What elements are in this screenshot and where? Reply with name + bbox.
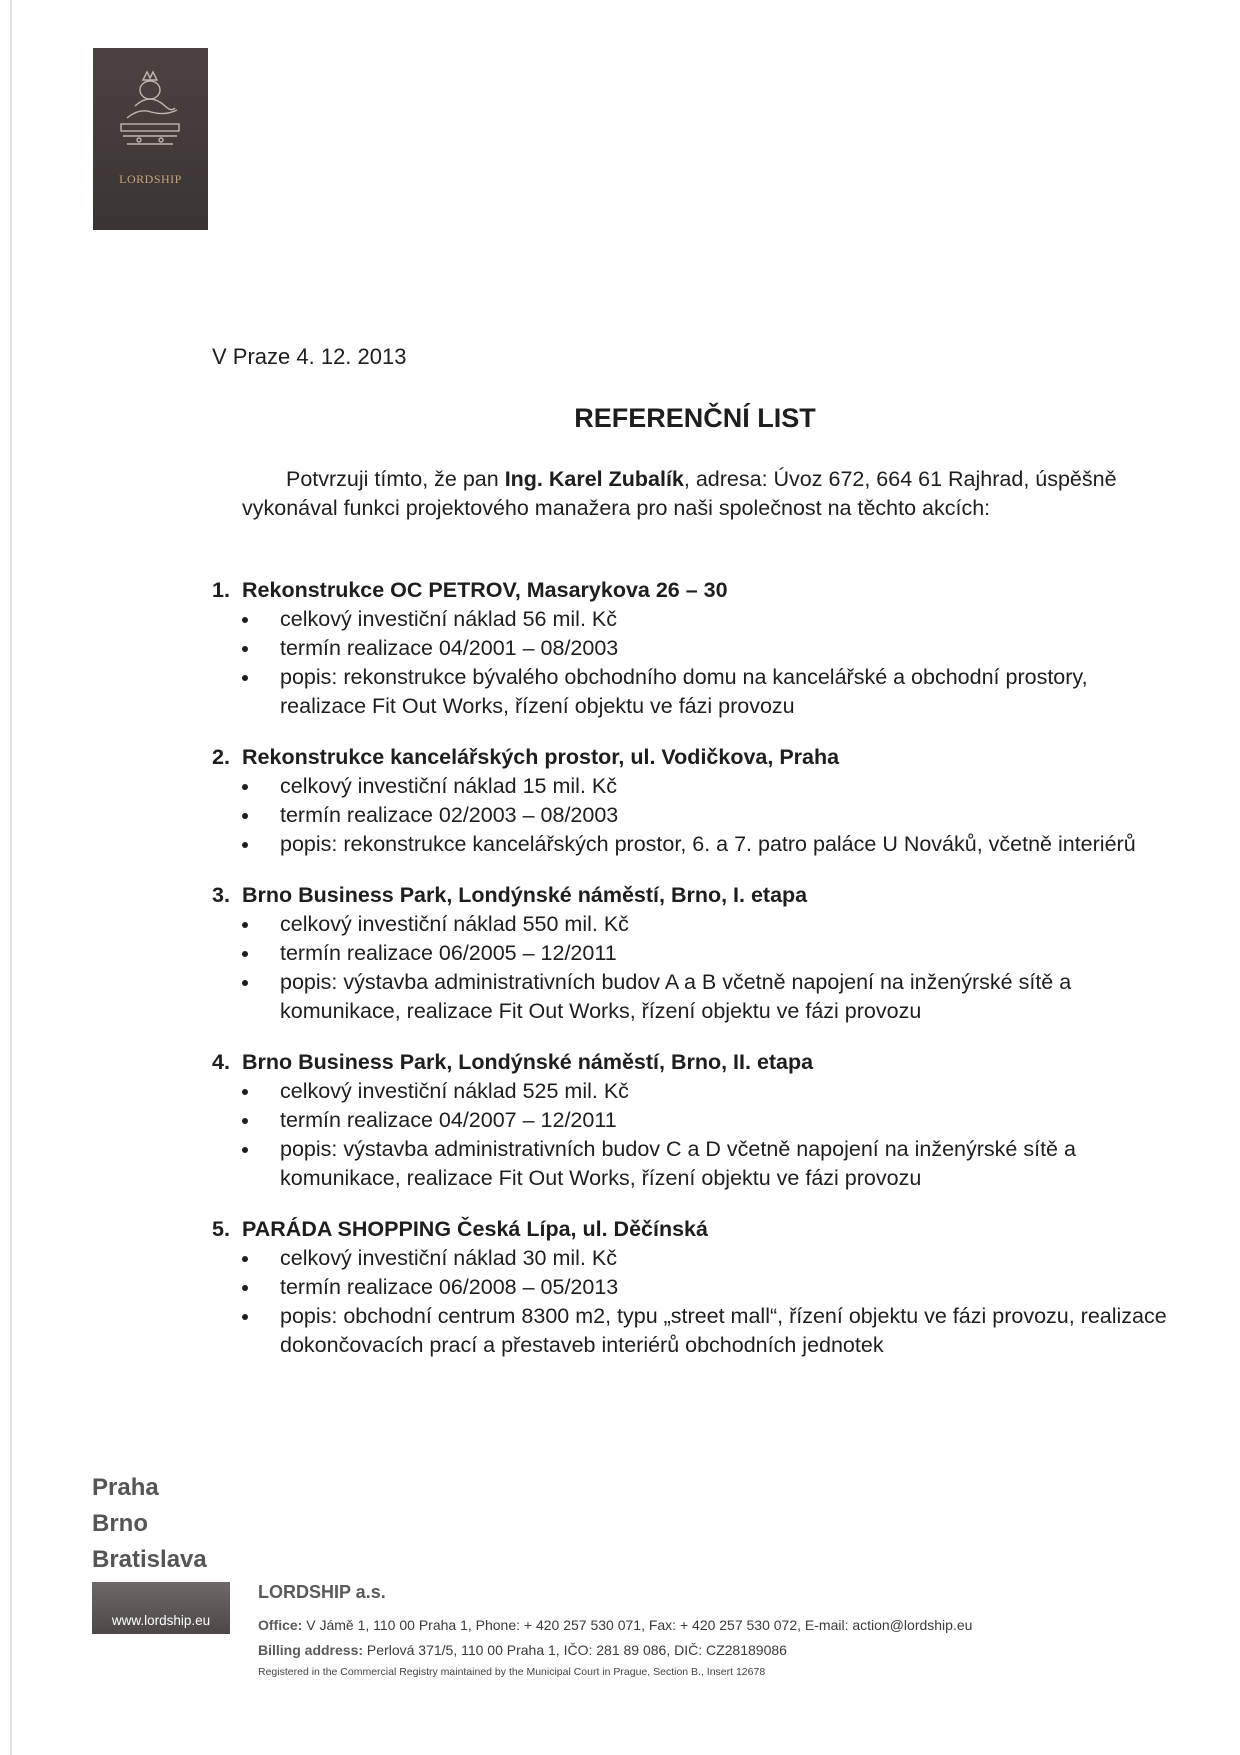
bullet-icon [242,813,248,819]
bullet-icon [242,1147,248,1153]
project-number: 1. [212,578,230,602]
office-address: V Jámě 1, 110 00 Praha 1, Phone: + 420 257 530 071, Fax: + 420 257 530 072, E-mail: action@lordship.eu [302,1617,973,1633]
project-name: Rekonstrukce OC PETROV, Masarykova 26 – 30 [242,578,728,602]
project-details [212,1077,1172,1193]
detail-term [212,634,1172,663]
detail-text: termín realizace 04/2001 – 08/2003 [280,636,619,660]
bullet-icon [242,784,248,790]
detail-text: termín realizace 06/2008 – 05/2013 [280,1275,619,1299]
detail-cost [212,910,1172,939]
project-details [212,1244,1172,1360]
detail-cost [212,1077,1172,1106]
bullet-icon [242,1314,248,1320]
letterhead-footer [258,1582,1158,1678]
page-edge [10,0,12,1755]
bullet-icon [242,1118,248,1124]
project-item [212,742,1172,859]
detail-text: termín realizace 04/2007 – 12/2011 [280,1108,617,1132]
footer-billing-line [258,1638,1158,1663]
city-brno: Brno [92,1510,148,1537]
project-number: 5. [212,1217,230,1241]
detail-term [212,1106,1172,1135]
detail-cost [212,772,1172,801]
office-label: Office: [258,1617,303,1633]
project-number: 3. [212,883,230,907]
detail-text: celkový investiční náklad 550 mil. Kč [280,912,629,936]
detail-text: popis: rekonstrukce kancelářských prostor, 6. a 7. patro paláce U Nováků, včetně interiérů [280,832,1136,856]
detail-text: celkový investiční náklad 30 mil. Kč [280,1246,617,1270]
bullet-icon [242,675,248,681]
detail-text: popis: rekonstrukce bývalého obchodního domu na kancelářské a obchodní prostory, realizace Fit Out Works, řízení objektu ve fázi provozu [280,665,1088,718]
detail-cost [212,1244,1172,1273]
company-logo [93,48,208,230]
detail-text: termín realizace 06/2005 – 12/2011 [280,941,617,965]
detail-term [212,1273,1172,1302]
detail-description [212,830,1172,859]
footer-registry-note: Registered in the Commercial Registry maintained by the Municipal Court in Prague, Section B., Insert 12678 [258,1666,766,1678]
project-title [212,1214,1172,1244]
project-number: 2. [212,745,230,769]
footer-office-line [258,1613,1158,1638]
bullet-icon [242,922,248,928]
project-name: Rekonstrukce kancelářských prostor, ul. Vodičkova, Praha [242,745,840,769]
project-list [212,575,1172,1360]
intro-before: Potvrzuji tímto, že pan [286,467,505,491]
project-details [212,605,1172,721]
project-name: PARÁDA SHOPPING Česká Lípa, ul. Děčínská [242,1217,708,1241]
lion-icon [113,66,188,156]
detail-description [212,968,1172,1026]
detail-text: celkový investiční náklad 56 mil. Kč [280,607,617,631]
detail-text: popis: výstavba administrativních budov C a D včetně napojení na inženýrské sítě a komunikace, realizace Fit Out Works, řízení objektu ve fázi provozu [280,1137,1076,1190]
intro-after: , adresa: Úvoz 672, 664 61 Rajhrad, úspěšně vykonával funkci projektového manažera pro naši společnost na těchto akcích: [242,467,1117,520]
footer-company-name: LORDSHIP a.s. [258,1582,386,1602]
detail-text: termín realizace 02/2003 – 08/2003 [280,803,619,827]
project-details [212,910,1172,1026]
detail-description [212,663,1172,721]
project-title [212,742,1172,772]
bullet-icon [242,951,248,957]
project-item [212,1214,1172,1360]
bullet-icon [242,1089,248,1095]
intro-person-name: Ing. Karel Zubalík [504,467,684,491]
project-name: Brno Business Park, Londýnské náměstí, Brno, I. etapa [242,883,808,907]
project-number: 4. [212,1050,230,1074]
city-bratislava: Bratislava [92,1546,207,1573]
bullet-icon [242,646,248,652]
website-link[interactable]: www.lordship.eu [111,1613,211,1628]
project-name: Brno Business Park, Londýnské náměstí, Brno, II. etapa [242,1050,814,1074]
project-title [212,1047,1172,1077]
project-item [212,575,1172,721]
letter-date: V Praze 4. 12. 2013 [212,344,407,369]
detail-text: popis: obchodní centrum 8300 m2, typu „street mall“, řízení objektu ve fázi provozu, realizace dokončovacích prací a přestaveb interiérů obchodních jednotek [280,1304,1167,1357]
project-item [212,1047,1172,1193]
logo-text: LORDSHIP [119,172,182,186]
detail-cost [212,605,1172,634]
project-title [212,575,1172,605]
website-badge [92,1582,230,1634]
bullet-icon [242,1256,248,1262]
bullet-icon [242,617,248,623]
detail-text: celkový investiční náklad 15 mil. Kč [280,774,617,798]
project-details [212,772,1172,859]
intro-paragraph [242,465,1162,523]
billing-address: Perlová 371/5, 110 00 Praha 1, IČO: 281 89 086, DIČ: CZ28189086 [363,1642,787,1658]
project-item [212,880,1172,1026]
detail-text: popis: výstavba administrativních budov A a B včetně napojení na inženýrské sítě a komunikace, realizace Fit Out Works, řízení objektu ve fázi provozu [280,970,1072,1023]
billing-label: Billing address: [258,1642,364,1658]
detail-description [212,1302,1172,1360]
page-title: REFERENČNÍ LIST [574,403,816,433]
bullet-icon [242,1285,248,1291]
detail-text: celkový investiční náklad 525 mil. Kč [280,1079,629,1103]
project-title [212,880,1172,910]
office-cities [92,1470,207,1578]
bullet-icon [242,842,248,848]
detail-term [212,801,1172,830]
detail-description [212,1135,1172,1193]
bullet-icon [242,980,248,986]
detail-term [212,939,1172,968]
city-praha: Praha [92,1474,159,1501]
